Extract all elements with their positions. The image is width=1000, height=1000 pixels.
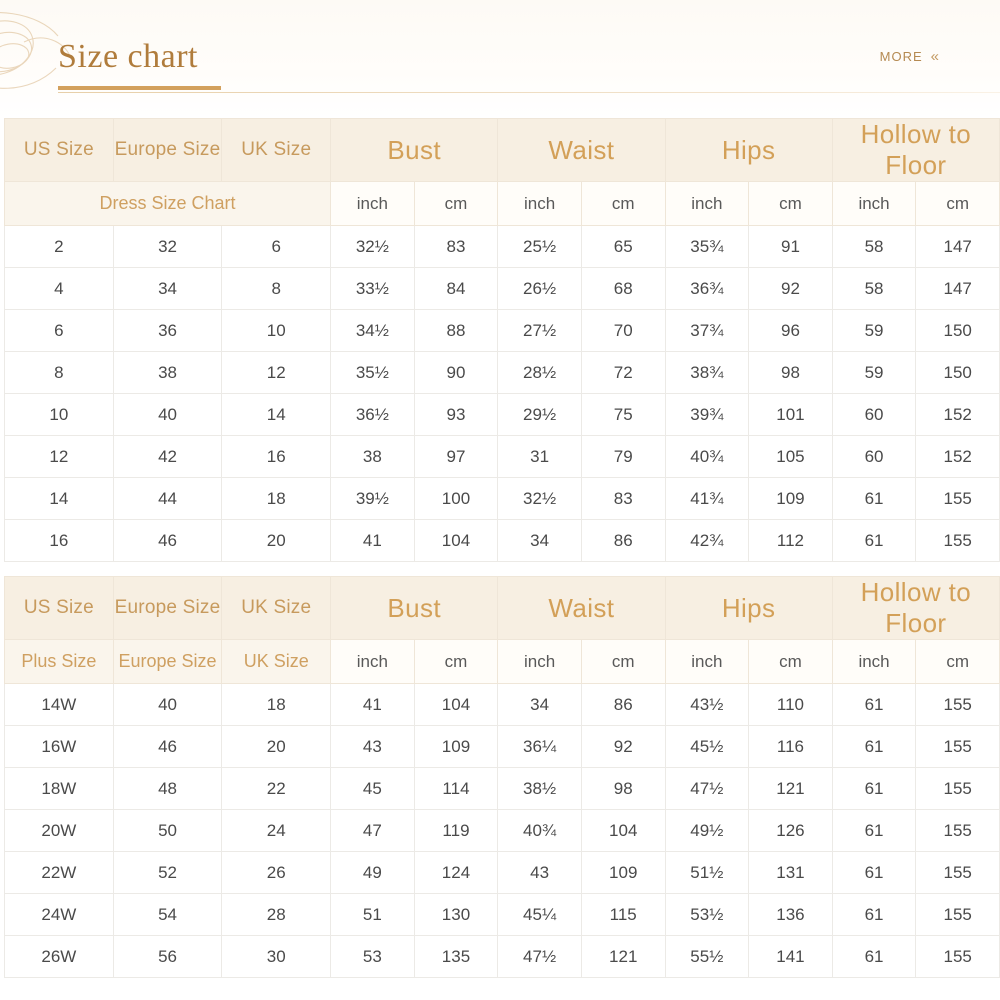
unit-hips-inch: inch (665, 182, 749, 226)
table-cell: 121 (749, 768, 833, 810)
table-cell: 53½ (665, 894, 749, 936)
table-cell: 65 (581, 226, 665, 268)
table-cell: 150 (916, 352, 1000, 394)
table-cell: 34 (498, 684, 582, 726)
table-cell: 6 (222, 226, 331, 268)
table-cell: 110 (749, 684, 833, 726)
table-cell: 24W (5, 894, 114, 936)
table-row (5, 394, 1000, 436)
table-cell: 97 (414, 436, 498, 478)
table-cell: 61 (832, 768, 916, 810)
header-bust: Bust (331, 577, 498, 640)
table-cell: 155 (916, 852, 1000, 894)
unit-bust-cm: cm (414, 640, 498, 684)
table-cell: 38 (331, 436, 415, 478)
table-cell: 152 (916, 436, 1000, 478)
table-cell: 55½ (665, 936, 749, 978)
tables-container (0, 118, 1000, 978)
table-cell: 155 (916, 936, 1000, 978)
table-cell: 147 (916, 226, 1000, 268)
header-plus-size: Plus Size (5, 640, 114, 684)
table-cell: 38¾ (665, 352, 749, 394)
table-cell: 51½ (665, 852, 749, 894)
table-cell: 18 (222, 478, 331, 520)
table-cell: 58 (832, 268, 916, 310)
table-cell: 147 (916, 268, 1000, 310)
table-cell: 49 (331, 852, 415, 894)
table-cell: 131 (749, 852, 833, 894)
table-cell: 22W (5, 852, 114, 894)
table-cell: 14 (222, 394, 331, 436)
header-uk-size: UK Size (222, 119, 331, 182)
dress-size-chart-body (5, 226, 1000, 562)
table-cell: 35½ (331, 352, 415, 394)
unit-waist-inch: inch (498, 640, 582, 684)
table-cell: 104 (414, 520, 498, 562)
table-cell: 83 (414, 226, 498, 268)
table-cell: 35¾ (665, 226, 749, 268)
table-cell: 61 (832, 726, 916, 768)
table-cell: 40 (113, 394, 222, 436)
table-cell: 36¾ (665, 268, 749, 310)
table-cell: 43½ (665, 684, 749, 726)
table-cell: 41 (331, 684, 415, 726)
table-cell: 61 (832, 936, 916, 978)
unit-hips-inch: inch (665, 640, 749, 684)
header-europe-size: Europe Size (113, 119, 222, 182)
table-cell: 56 (113, 936, 222, 978)
more-button[interactable] (880, 48, 940, 65)
table-cell: 24 (222, 810, 331, 852)
table-cell: 79 (581, 436, 665, 478)
table-cell: 37¾ (665, 310, 749, 352)
table-cell: 10 (222, 310, 331, 352)
table-cell: 61 (832, 852, 916, 894)
table-cell: 54 (113, 894, 222, 936)
table-cell: 39¾ (665, 394, 749, 436)
table-cell: 155 (916, 894, 1000, 936)
table-cell: 36 (113, 310, 222, 352)
table-cell: 34½ (331, 310, 415, 352)
table-cell: 59 (832, 352, 916, 394)
table-cell: 10 (5, 394, 114, 436)
table-cell: 40¾ (498, 810, 582, 852)
table-cell: 155 (916, 684, 1000, 726)
dress-size-chart-table (4, 118, 1000, 562)
table-cell: 12 (5, 436, 114, 478)
table-cell: 109 (581, 852, 665, 894)
table-cell: 18 (222, 684, 331, 726)
unit-bust-cm: cm (414, 182, 498, 226)
table-row (5, 478, 1000, 520)
table-cell: 46 (113, 726, 222, 768)
table-cell: 75 (581, 394, 665, 436)
table-cell: 112 (749, 520, 833, 562)
page-header (0, 0, 1000, 118)
table-cell: 90 (414, 352, 498, 394)
table-cell: 26½ (498, 268, 582, 310)
table-cell: 116 (749, 726, 833, 768)
table-row (5, 268, 1000, 310)
table-cell: 152 (916, 394, 1000, 436)
table-cell: 109 (749, 478, 833, 520)
table-cell: 60 (832, 436, 916, 478)
unit-hips-cm: cm (749, 182, 833, 226)
table-cell: 61 (832, 478, 916, 520)
table-cell: 2 (5, 226, 114, 268)
table-cell: 155 (916, 768, 1000, 810)
header-hollow-to-floor: Hollow to Floor (832, 577, 999, 640)
table-cell: 26W (5, 936, 114, 978)
table-cell: 155 (916, 478, 1000, 520)
table-subheader-row (5, 640, 1000, 684)
table-cell: 25½ (498, 226, 582, 268)
table-cell: 155 (916, 810, 1000, 852)
table-cell: 8 (5, 352, 114, 394)
table-cell: 42¾ (665, 520, 749, 562)
table-cell: 40¾ (665, 436, 749, 478)
table-cell: 14W (5, 684, 114, 726)
table-cell: 20 (222, 726, 331, 768)
table-cell: 16W (5, 726, 114, 768)
table-cell: 6 (5, 310, 114, 352)
table-cell: 104 (581, 810, 665, 852)
table-cell: 141 (749, 936, 833, 978)
table-cell: 43 (331, 726, 415, 768)
table-cell: 12 (222, 352, 331, 394)
unit-waist-cm: cm (581, 182, 665, 226)
table-cell: 14 (5, 478, 114, 520)
plus-size-chart-body (5, 684, 1000, 978)
header-hips: Hips (665, 577, 832, 640)
table-cell: 135 (414, 936, 498, 978)
table-cell: 45¼ (498, 894, 582, 936)
table-cell: 38 (113, 352, 222, 394)
table-cell: 36½ (331, 394, 415, 436)
chevron-left-double-icon: « (930, 48, 940, 65)
table-cell: 16 (222, 436, 331, 478)
table-cell: 52 (113, 852, 222, 894)
table-cell: 61 (832, 894, 916, 936)
header-plus-uk-size: UK Size (222, 640, 331, 684)
table-cell: 29½ (498, 394, 582, 436)
table-cell: 39½ (331, 478, 415, 520)
table-row (5, 436, 1000, 478)
table-cell: 32½ (498, 478, 582, 520)
table-cell: 44 (113, 478, 222, 520)
unit-bust-inch: inch (331, 182, 415, 226)
table-cell: 53 (331, 936, 415, 978)
table-cell: 58 (832, 226, 916, 268)
table-cell: 47 (331, 810, 415, 852)
header-waist: Waist (498, 119, 665, 182)
table-cell: 104 (414, 684, 498, 726)
table-header-row (5, 119, 1000, 182)
table-cell: 83 (581, 478, 665, 520)
table-cell: 40 (113, 684, 222, 726)
table-cell: 34 (498, 520, 582, 562)
table-row (5, 894, 1000, 936)
header-europe-size: Europe Size (113, 577, 222, 640)
unit-hollow-cm: cm (916, 640, 1000, 684)
header-us-size: US Size (5, 577, 114, 640)
table-cell: 30 (222, 936, 331, 978)
table-cell: 49½ (665, 810, 749, 852)
table-cell: 41¾ (665, 478, 749, 520)
page-title: Size chart (58, 38, 198, 75)
table-row (5, 226, 1000, 268)
table-cell: 61 (832, 520, 916, 562)
table-cell: 20 (222, 520, 331, 562)
table-cell: 38½ (498, 768, 582, 810)
unit-waist-cm: cm (581, 640, 665, 684)
table-cell: 32½ (331, 226, 415, 268)
table-cell: 41 (331, 520, 415, 562)
table-row (5, 936, 1000, 978)
table-cell: 155 (916, 520, 1000, 562)
table-row (5, 852, 1000, 894)
table-cell: 45 (331, 768, 415, 810)
table-cell: 88 (414, 310, 498, 352)
table-cell: 46 (113, 520, 222, 562)
table-cell: 4 (5, 268, 114, 310)
unit-hollow-inch: inch (832, 182, 916, 226)
plus-size-chart-table (4, 576, 1000, 978)
header-uk-size: UK Size (222, 577, 331, 640)
title-underline (58, 86, 221, 90)
header-divider (58, 92, 1000, 93)
table-cell: 150 (916, 310, 1000, 352)
table-cell: 31 (498, 436, 582, 478)
table-cell: 34 (113, 268, 222, 310)
table-cell: 47½ (498, 936, 582, 978)
table-cell: 20W (5, 810, 114, 852)
table-cell: 72 (581, 352, 665, 394)
table-cell: 8 (222, 268, 331, 310)
table-cell: 22 (222, 768, 331, 810)
table-cell: 84 (414, 268, 498, 310)
table-cell: 42 (113, 436, 222, 478)
unit-waist-inch: inch (498, 182, 582, 226)
table-cell: 50 (113, 810, 222, 852)
table-cell: 92 (581, 726, 665, 768)
unit-hollow-cm: cm (916, 182, 1000, 226)
table-cell: 28½ (498, 352, 582, 394)
table-cell: 18W (5, 768, 114, 810)
table-cell: 33½ (331, 268, 415, 310)
table-cell: 86 (581, 684, 665, 726)
table-cell: 36¼ (498, 726, 582, 768)
header-waist: Waist (498, 577, 665, 640)
table-cell: 51 (331, 894, 415, 936)
table-cell: 26 (222, 852, 331, 894)
table-cell: 101 (749, 394, 833, 436)
unit-bust-inch: inch (331, 640, 415, 684)
header-hips: Hips (665, 119, 832, 182)
table-subheader-row (5, 182, 1000, 226)
unit-hollow-inch: inch (832, 640, 916, 684)
table-cell: 136 (749, 894, 833, 936)
table-cell: 91 (749, 226, 833, 268)
header-hollow-to-floor: Hollow to Floor (832, 119, 999, 182)
table-row (5, 768, 1000, 810)
unit-hips-cm: cm (749, 640, 833, 684)
table-cell: 70 (581, 310, 665, 352)
table-row (5, 684, 1000, 726)
table-cell: 68 (581, 268, 665, 310)
table-row (5, 352, 1000, 394)
table-cell: 59 (832, 310, 916, 352)
table-cell: 48 (113, 768, 222, 810)
header-us-size: US Size (5, 119, 114, 182)
table-cell: 155 (916, 726, 1000, 768)
table-cell: 114 (414, 768, 498, 810)
table-cell: 28 (222, 894, 331, 936)
table-cell: 16 (5, 520, 114, 562)
table-cell: 105 (749, 436, 833, 478)
table-cell: 47½ (665, 768, 749, 810)
table-cell: 43 (498, 852, 582, 894)
table-cell: 45½ (665, 726, 749, 768)
table-cell: 130 (414, 894, 498, 936)
more-label: MORE (879, 49, 923, 64)
table-cell: 93 (414, 394, 498, 436)
table-cell: 92 (749, 268, 833, 310)
table-cell: 100 (414, 478, 498, 520)
table-cell: 98 (749, 352, 833, 394)
header-bust: Bust (331, 119, 498, 182)
table-row (5, 726, 1000, 768)
table-cell: 61 (832, 810, 916, 852)
table-cell: 121 (581, 936, 665, 978)
table-cell: 115 (581, 894, 665, 936)
table-cell: 61 (832, 684, 916, 726)
table-cell: 27½ (498, 310, 582, 352)
table-cell: 86 (581, 520, 665, 562)
dress-size-chart-label: Dress Size Chart (5, 182, 331, 226)
table-header-row (5, 577, 1000, 640)
table-cell: 124 (414, 852, 498, 894)
table-row (5, 520, 1000, 562)
table-cell: 60 (832, 394, 916, 436)
header-plus-europe-size: Europe Size (113, 640, 222, 684)
table-cell: 98 (581, 768, 665, 810)
table-cell: 32 (113, 226, 222, 268)
table-cell: 126 (749, 810, 833, 852)
table-row (5, 810, 1000, 852)
table-cell: 109 (414, 726, 498, 768)
table-row (5, 310, 1000, 352)
table-cell: 96 (749, 310, 833, 352)
table-cell: 119 (414, 810, 498, 852)
